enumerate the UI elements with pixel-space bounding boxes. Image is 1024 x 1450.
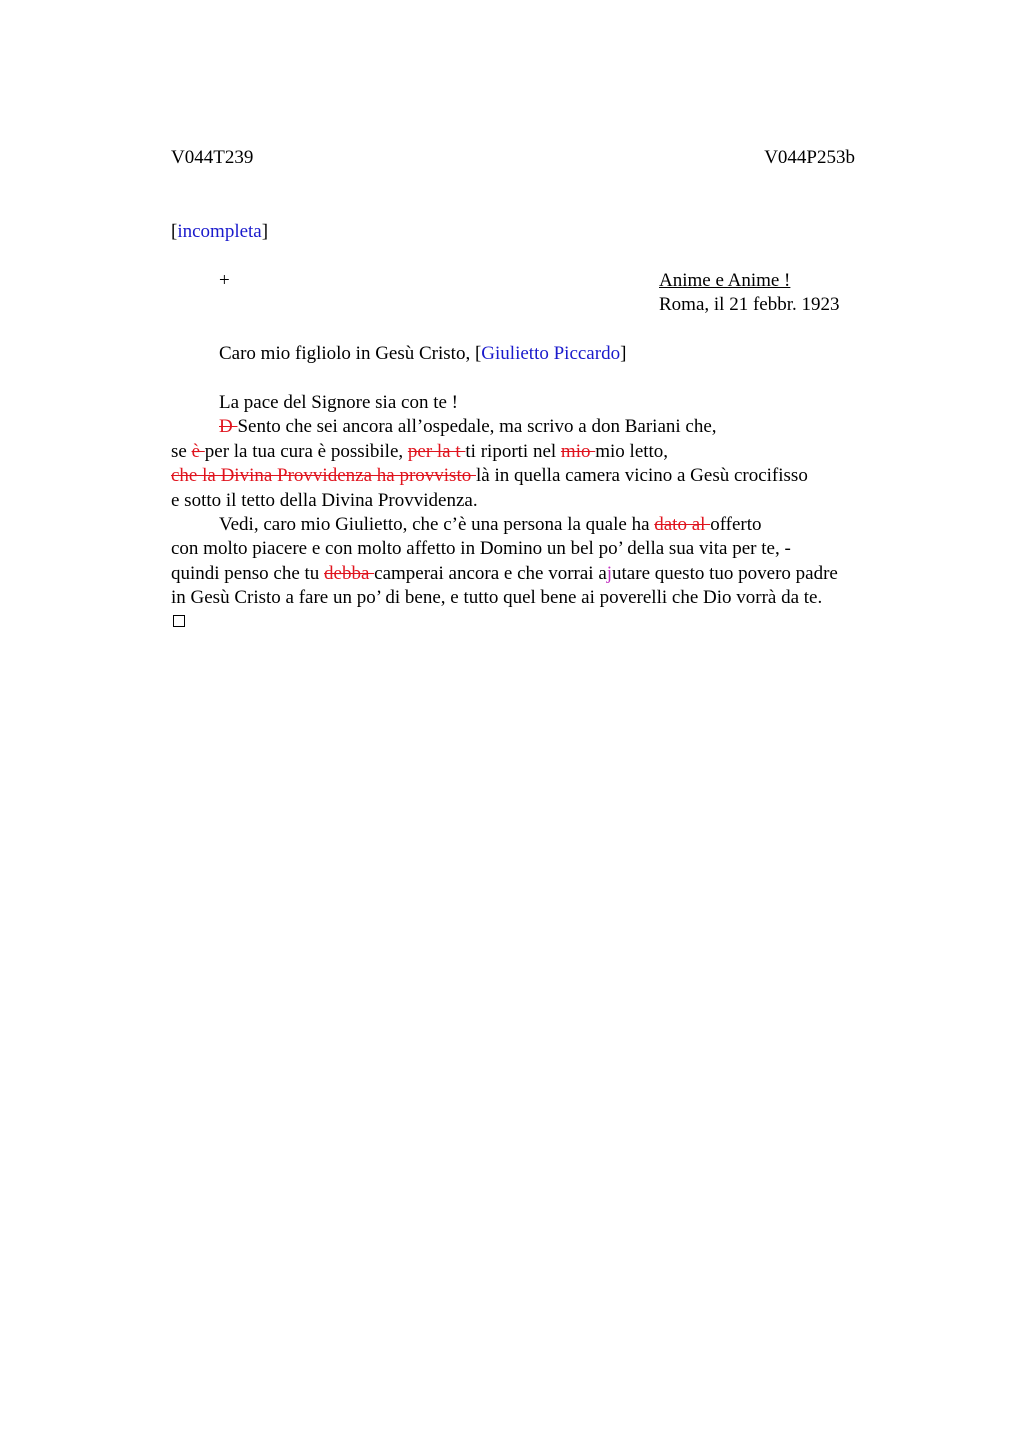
inserted-letter: j (606, 563, 613, 584)
body-line-1: La pace del Signore sia con te ! (219, 392, 458, 413)
body-line-8 (171, 562, 838, 586)
line-text: Vedi, caro mio Giulietto, che c’è una persona la quale ha (219, 514, 655, 535)
cross-mark: + (219, 270, 230, 291)
line-text: là in quella camera vicino a Gesù crocifisso (475, 465, 808, 486)
body-line-6 (219, 513, 762, 537)
deleted-text: dato al (654, 514, 711, 535)
deleted-text: D (219, 416, 238, 437)
line-text: camperai ancora e che vorrai a (374, 563, 607, 584)
letter-heading (659, 269, 839, 317)
line-text: per la tua cura è possibile, (204, 441, 408, 462)
line-text: quindi penso che tu (171, 563, 325, 584)
deleted-text: che la Divina Provvidenza ha provvisto (171, 465, 476, 486)
body-line-9: in Gesù Cristo a fare un po’ di bene, e tutto quel bene ai poverelli che Dio vorrà da te. (171, 587, 823, 608)
line-text: Sento che sei ancora all’ospedale, ma scrivo a don Bariani che, (237, 416, 717, 437)
line-text: utare questo tuo povero padre (612, 563, 838, 584)
status-note (171, 220, 268, 244)
status-label: incompleta (177, 221, 262, 242)
deleted-text: è (191, 441, 205, 462)
salutation-text: Caro mio figliolo in Gesù Cristo, (219, 343, 475, 364)
deleted-text: per la t (407, 441, 466, 462)
body-line-4 (171, 464, 808, 488)
line-text: ti riporti nel (465, 441, 561, 462)
body-line-5: e sotto il tetto della Divina Provvidenza. (171, 490, 478, 511)
bracket-close: ] (261, 221, 269, 242)
bracket-close: ] (620, 343, 627, 364)
body-line-2 (219, 415, 717, 439)
body-line-3 (171, 440, 668, 464)
deleted-text: debba (324, 563, 375, 584)
line-text: offerto (710, 514, 762, 535)
document-code-right: V044P253b (764, 147, 855, 168)
body-line-7: con molto piacere e con molto affetto in Domino un bel po’ della sua vita per te, - (171, 538, 791, 559)
line-text: mio letto, (595, 441, 669, 462)
deleted-text: mio (560, 441, 596, 462)
recipient-name: Giulietto Piccardo (481, 343, 621, 364)
document-code-left: V044T239 (171, 147, 254, 168)
line-text: se (171, 441, 192, 462)
bracket-open: [ (171, 221, 178, 242)
motto: Anime e Anime ! (659, 270, 791, 291)
end-marker-box (173, 615, 185, 627)
place-date: Roma, il 21 febbr. 1923 (659, 294, 840, 315)
bracket-open: [ (474, 343, 482, 364)
salutation (219, 342, 626, 366)
